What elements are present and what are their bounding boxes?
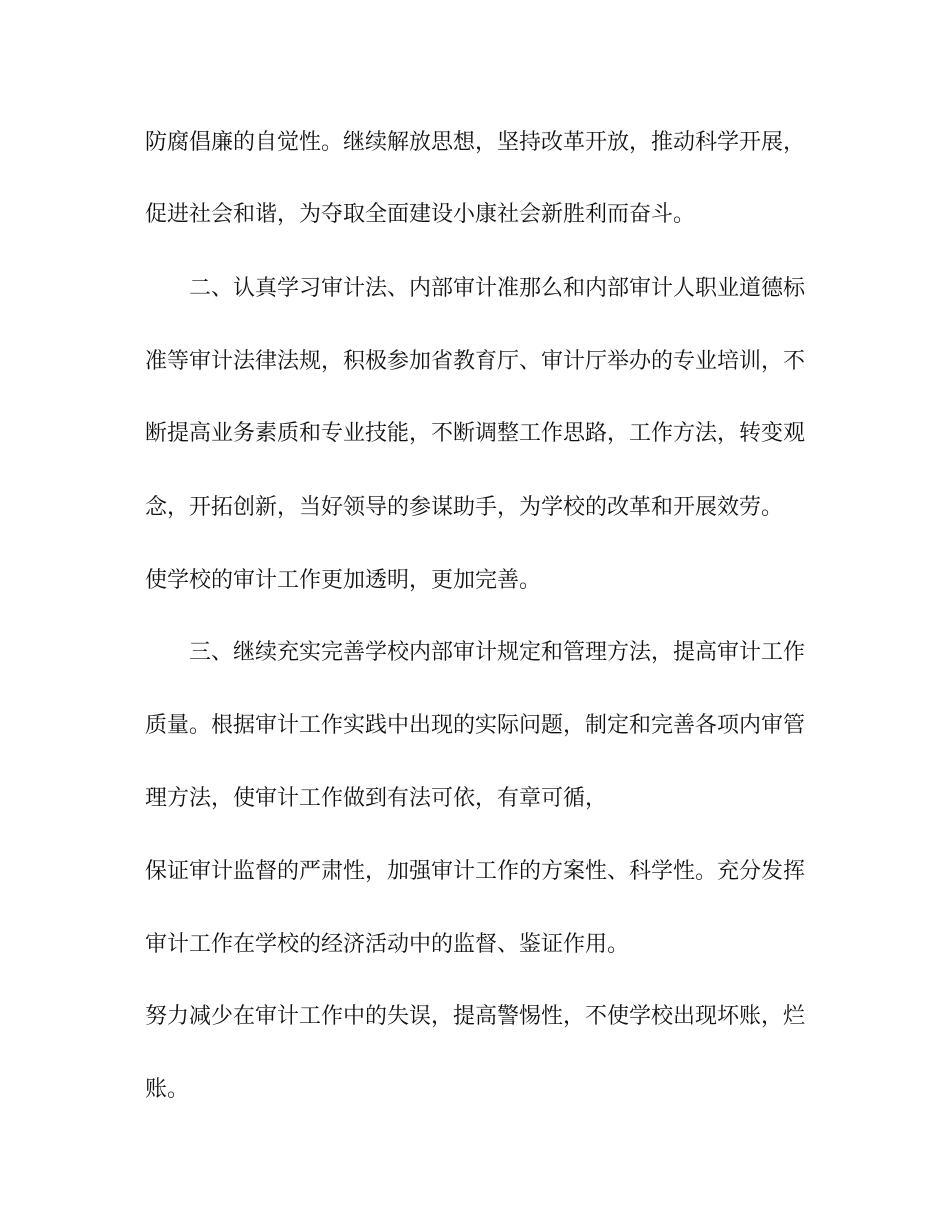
text-line-2: 促进社会和谐，为夺取全面建设小康社会新胜利而奋斗。 <box>145 202 696 227</box>
text-line-12: 审计工作在学校的经济活动中的监督、鉴证作用。 <box>145 932 630 957</box>
paragraph-3-start: 三、继续充实完善学校内部审计规定和管理方法，提高审计工作 <box>189 640 806 665</box>
text-line-14: 账。 <box>145 1077 190 1102</box>
text-line-11: 保证审计监督的严肃性，加强审计工作的方案性、科学性。充分发挥 <box>145 859 806 884</box>
text-line-4: 准等审计法律法规，积极参加省教育厅、审计厅举办的专业培训，不 <box>145 349 806 374</box>
text-line-13: 努力减少在审计工作中的失误，提高警惕性，不使学校出现坏账，烂 <box>145 1004 806 1029</box>
text-line-7: 使学校的审计工作更加透明，更加完善。 <box>145 568 542 593</box>
text-line-5: 断提高业务素质和专业技能，不断调整工作思路，工作方法，转变观 <box>145 421 806 446</box>
text-line-9: 质量。根据审计工作实践中出现的实际问题，制定和完善各项内审管 <box>145 713 806 738</box>
text-line-10: 理方法，使审计工作做到有法可依，有章可循， <box>145 786 608 811</box>
paragraph-2-start: 二、认真学习审计法、内部审计准那么和内部审计人职业道德标 <box>189 276 806 301</box>
text-line-6: 念，开拓创新，当好领导的参谋助手，为学校的改革和开展效劳。 <box>145 495 784 520</box>
text-line-1: 防腐倡廉的自觉性。继续解放思想，坚持改革开放，推动科学开展， <box>145 130 806 155</box>
